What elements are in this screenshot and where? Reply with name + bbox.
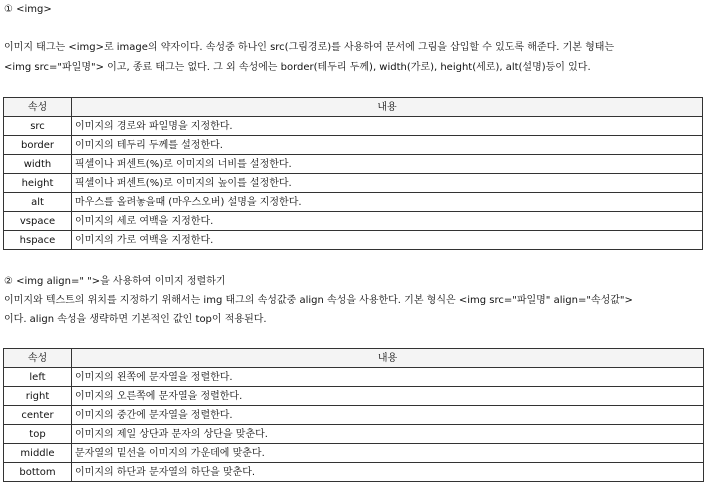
align-description: 이미지의 하단과 문자열의 하단을 맞춘다.: [72, 463, 704, 482]
table-row: [4, 444, 704, 463]
attribute-name: alt: [4, 193, 72, 212]
table-row: [4, 212, 703, 231]
align-description: 이미지의 중간에 문자열을 정렬한다.: [72, 406, 704, 425]
table-row: [4, 174, 703, 193]
attribute-description: 픽셀이나 퍼센트(%)로 이미지의 너비를 설정한다.: [72, 155, 703, 174]
align-value: middle: [4, 444, 72, 463]
table-header-row: [4, 349, 704, 368]
column-header-description: 내용: [72, 349, 704, 368]
column-header-description: 내용: [72, 98, 703, 117]
section1-paragraph-line2: <img src="파일명"> 이고, 종료 태그는 없다. 그 외 속성에는 border(테두리 두께), width(가로), height(세로), alt(설명)등이 있다.: [4, 62, 591, 73]
section1-paragraph-line1: 이미지 태그는 <img>로 image의 약자이다. 속성중 하나인 src(그림경로)를 사용하여 문서에 그림을 삽입할 수 있도록 해준다. 기본 형태는: [4, 42, 615, 53]
align-value: left: [4, 368, 72, 387]
attribute-description: 이미지의 테두리 두께를 설정한다.: [72, 136, 703, 155]
align-value: right: [4, 387, 72, 406]
attribute-name: border: [4, 136, 72, 155]
section1-heading: ① <img>: [4, 4, 52, 15]
table-row: [4, 231, 703, 250]
attribute-name: hspace: [4, 231, 72, 250]
section2-paragraph-line2: 이다. align 속성을 생략하면 기본적인 값인 top이 적용된다.: [4, 314, 267, 325]
attribute-name: height: [4, 174, 72, 193]
table-row: [4, 117, 703, 136]
table-row: [4, 463, 704, 482]
align-value: center: [4, 406, 72, 425]
table-row: [4, 425, 704, 444]
table-row: [4, 387, 704, 406]
attribute-name: src: [4, 117, 72, 136]
align-description: 이미지의 왼쪽에 문자열을 정렬한다.: [72, 368, 704, 387]
table-row: [4, 193, 703, 212]
section2-paragraph-line1: 이미지와 텍스트의 위치를 지정하기 위해서는 img 태그의 속성값중 align 속성을 사용한다. 기본 형식은 <img src="파일명" align="속성값">: [4, 295, 633, 306]
align-description: 이미지의 오른쪽에 문자열을 정렬한다.: [72, 387, 704, 406]
align-value: top: [4, 425, 72, 444]
attribute-name: vspace: [4, 212, 72, 231]
table-row: [4, 136, 703, 155]
attribute-description: 이미지의 가로 여백을 지정한다.: [72, 231, 703, 250]
column-header-attribute: 속성: [4, 98, 72, 117]
table-row: [4, 368, 704, 387]
attribute-description: 마우스를 올려놓을때 (마우스오버) 설명을 지정한다.: [72, 193, 703, 212]
attribute-description: 이미지의 경로와 파일명을 지정한다.: [72, 117, 703, 136]
table-header-row: [4, 98, 703, 117]
section2-heading: ② <img align=" ">을 사용하여 이미지 정렬하기: [4, 276, 226, 287]
table-row: [4, 155, 703, 174]
align-description: 이미지의 제일 상단과 문자의 상단을 맞춘다.: [72, 425, 704, 444]
column-header-attribute: 속성: [4, 349, 72, 368]
align-description: 문자열의 밑선을 이미지의 가운데에 맞춘다.: [72, 444, 704, 463]
table-row: [4, 406, 704, 425]
img-attributes-table: [3, 97, 703, 250]
attribute-name: width: [4, 155, 72, 174]
align-values-table: [3, 348, 704, 482]
attribute-description: 이미지의 세로 여백을 지정한다.: [72, 212, 703, 231]
align-value: bottom: [4, 463, 72, 482]
attribute-description: 픽셀이나 퍼센트(%)로 이미지의 높이를 설정한다.: [72, 174, 703, 193]
